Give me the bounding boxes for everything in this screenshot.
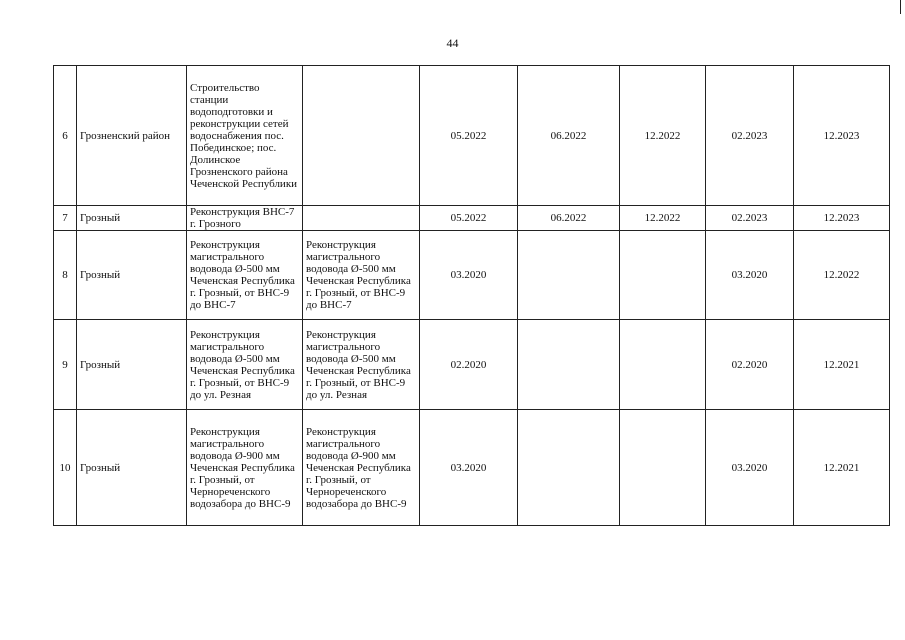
work-description-cell: Реконструкция ВНС-7 г. Грозного: [187, 206, 303, 231]
work-description-cell-2: Реконструкция магистрального водовода Ø-900 мм Чеченская Республика г. Грозный, от Чернореченского водозабора до ВНС-9: [303, 410, 420, 526]
district-cell: Грозный: [77, 320, 187, 410]
date-cell: 12.2023: [794, 66, 890, 206]
date-cell: 02.2023: [706, 206, 794, 231]
work-description-cell-2: [303, 206, 420, 231]
work-description-cell: Реконструкция магистрального водовода Ø-900 мм Чеченская Республика г. Грозный, от Чернореченского водозабора до ВНС-9: [187, 410, 303, 526]
date-cell: 12.2021: [794, 320, 890, 410]
district-cell: Грозный: [77, 410, 187, 526]
date-cell: [620, 410, 706, 526]
table-row: [54, 66, 890, 206]
date-cell: 06.2022: [518, 66, 620, 206]
date-cell: 02.2023: [706, 66, 794, 206]
row-number: 8: [54, 231, 77, 320]
date-cell: 02.2020: [420, 320, 518, 410]
date-cell: 12.2022: [620, 66, 706, 206]
date-cell: 03.2020: [420, 231, 518, 320]
row-number: 10: [54, 410, 77, 526]
table-row: [54, 231, 890, 320]
schedule-table: [53, 65, 890, 526]
work-description-cell: Реконструкция магистрального водовода Ø-500 мм Чеченская Республика г. Грозный, от ВНС-9 до ул. Резная: [187, 320, 303, 410]
date-cell: [518, 320, 620, 410]
page-edge-mark: [900, 0, 901, 14]
date-cell: [620, 320, 706, 410]
date-cell: 05.2022: [420, 206, 518, 231]
page-number: 44: [446, 36, 459, 50]
date-cell: 12.2022: [794, 231, 890, 320]
district-cell: Грозный: [77, 206, 187, 231]
district-cell: Грозный: [77, 231, 187, 320]
table-row: [54, 206, 890, 231]
row-number: 9: [54, 320, 77, 410]
table-row: [54, 410, 890, 526]
date-cell: 05.2022: [420, 66, 518, 206]
date-cell: 03.2020: [706, 231, 794, 320]
date-cell: [518, 410, 620, 526]
district-cell: Грозненский район: [77, 66, 187, 206]
work-description-cell-2: Реконструкция магистрального водовода Ø-500 мм Чеченская Республика г. Грозный, от ВНС-9 до ВНС-7: [303, 231, 420, 320]
table-row: [54, 320, 890, 410]
date-cell: [620, 231, 706, 320]
date-cell: 12.2023: [794, 206, 890, 231]
date-cell: 12.2022: [620, 206, 706, 231]
date-cell: [518, 231, 620, 320]
row-number: 6: [54, 66, 77, 206]
date-cell: 03.2020: [420, 410, 518, 526]
work-description-cell: Строительство станции водоподготовки и реконструкции сетей водоснабжения пос. Побединское; пос. Долинское Грозненского района Чеченской Республики: [187, 66, 303, 206]
work-description-cell-2: [303, 66, 420, 206]
date-cell: 06.2022: [518, 206, 620, 231]
work-description-cell-2: Реконструкция магистрального водовода Ø-500 мм Чеченская Республика г. Грозный, от ВНС-9 до ул. Резная: [303, 320, 420, 410]
work-description-cell: Реконструкция магистрального водовода Ø-500 мм Чеченская Республика г. Грозный, от ВНС-9 до ВНС-7: [187, 231, 303, 320]
date-cell: 03.2020: [706, 410, 794, 526]
row-number: 7: [54, 206, 77, 231]
date-cell: 12.2021: [794, 410, 890, 526]
date-cell: 02.2020: [706, 320, 794, 410]
